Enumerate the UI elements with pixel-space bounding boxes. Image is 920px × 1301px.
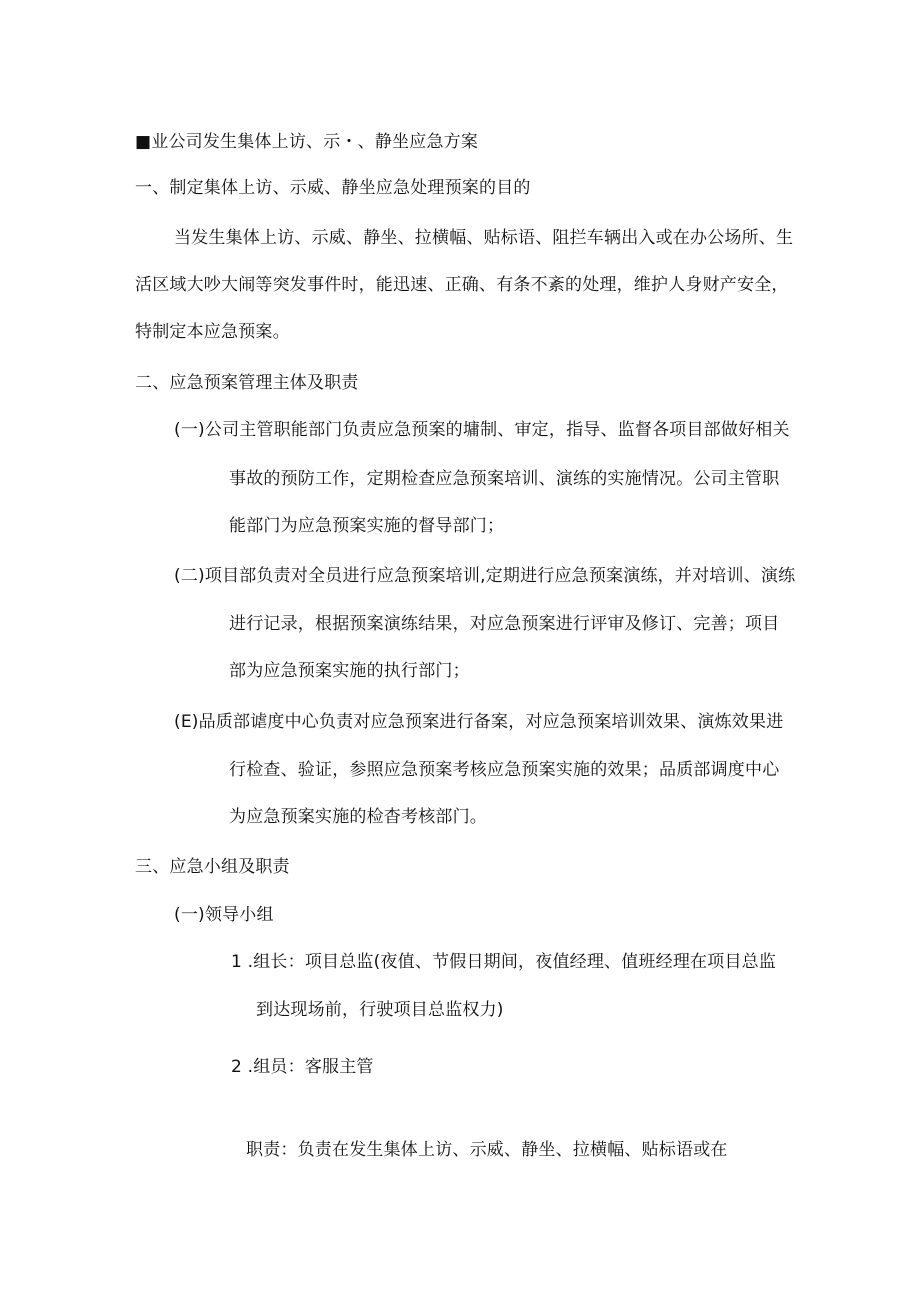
subsection-heading: (一)领导小组 [174,905,274,925]
section-heading: 三、应急小组及职责 [135,857,290,877]
paragraph-line: 当发生集体上访、示威、静坐、拉横幅、贴标语、阻拦车辆出入或在办公场所、生 [174,228,794,248]
numbered-item-line: 到达现场前，行驶项目总监权力) [256,1000,504,1020]
paragraph-line: 活区域大吵大闹等突发事件时，能迅速、正确、有条不紊的处理，维护人身财产安全， [135,275,789,295]
list-item-line: (二)项目部负责对全员进行应急预案培训,定期进行应急预案演练，并对培训、演练 [174,566,796,586]
list-item-line: 事故的预防工作，定期检查应急预案培训、演练的实施情况。公司主管职 [229,469,780,489]
section-heading: 一、制定集体上访、示威、静坐应急处理预案的目的 [135,178,531,198]
section-heading: 二、应急预案管理主体及职责 [135,373,359,393]
document-title: ■业公司发生集体上访、示・、静坐应急方案 [135,132,479,152]
list-item-line: (E)品质部谑度中心负责对应急预案进行备案，对应急预案培训效果、演炼效果进 [174,712,784,732]
list-item-line: (一)公司主管职能部门负责应急预案的墉制、审定，指导、监督各项目部做好相关 [174,420,790,440]
list-item-line: 进行记录，根据预案演练结果，对应急预案进行评审及修订、完善；项目 [229,614,780,634]
list-item-line: 能部门为应急预案实施的督导部门； [229,516,505,536]
duty-line: 职责：负责在发生集体上访、示威、静坐、拉横幅、贴标语或在 [246,1140,728,1160]
numbered-item-line: 2 .组员：客服主管 [231,1057,374,1077]
list-item-line: 为应急预案实施的检杳考核部门。 [229,807,487,827]
list-item-line: 部为应急预案实施的执行部门； [229,661,470,681]
paragraph-line: 特制定本应急预案。 [135,322,290,342]
numbered-item-line: 1 .组长：项目总监(夜值、节假日期间，夜值经理、值班经理在项目总监 [231,952,777,972]
list-item-line: 行检查、验证，参照应急预案考核应急预案实施的效果；品质部调度中心 [229,760,780,780]
